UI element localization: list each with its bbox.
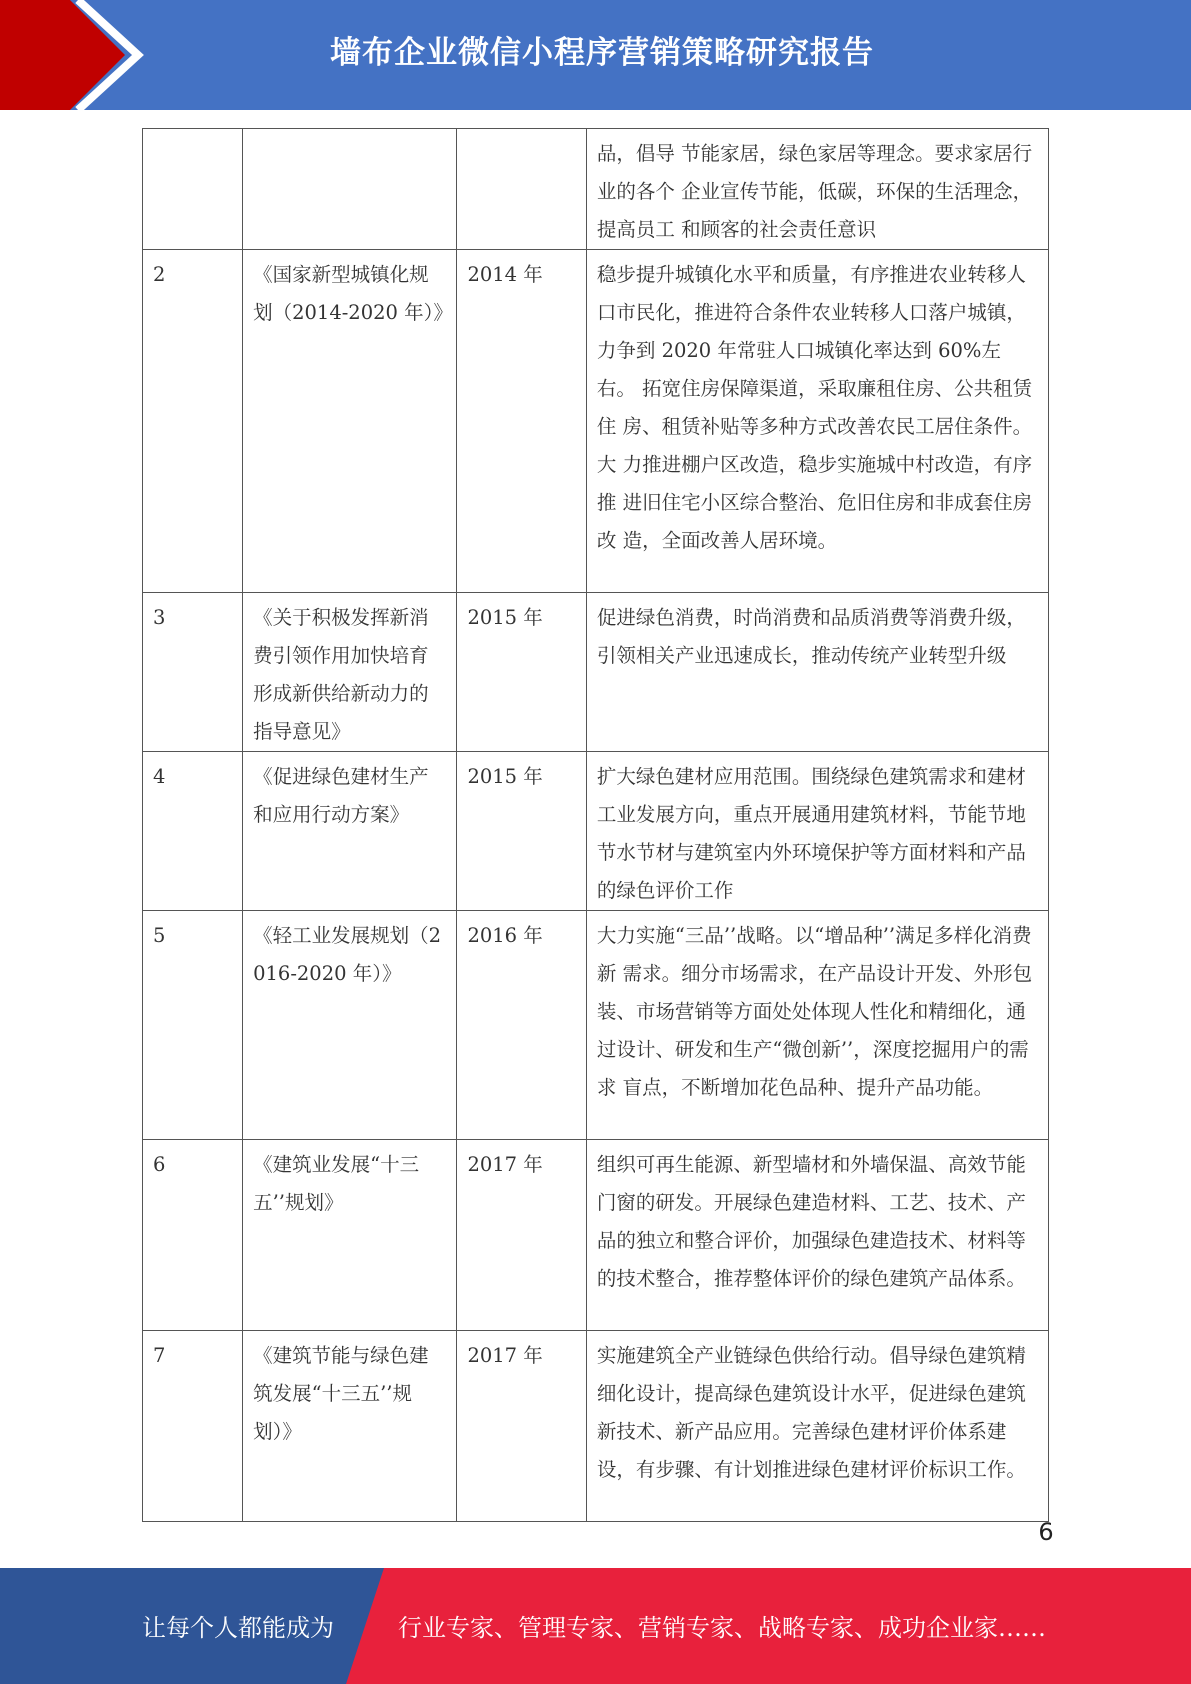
policy-name: 《国家新型城镇化规划（2014-2020 年）》 [243,250,457,593]
page-header [0,0,1191,110]
policy-year [457,129,586,250]
policy-content: 组织可再生能源、新型墙材和外墙保温、高效节能 门窗的研发。开展绿色建造材料、工艺、技术、产 品的独立和整合评价，加强绿色建造技术、材料等 的技术整合，推荐整体评价的绿色建筑产品体系。 [586,1140,1048,1331]
policy-name [243,129,457,250]
report-title: 墙布企业微信小程序营销策略研究报告 [330,35,874,71]
row-number: 3 [143,593,243,752]
policy-content: 稳步提升城镇化水平和质量，有序推进农业转移人 口市民化，推进符合条件农业转移人口落户城镇， 力争到 2020 年常驻人口城镇化率达到 60%左右。 拓宽住房保障渠道，采取廉租住房、公共租赁住 房、租赁补贴等多种方式改善农民工居住条件。大 力推进棚户区改造，稳步实施城中村改造，有序推 进旧住宅小区综合整治、危旧住房和非成套住房改 造，全面改善人居环境。 [586,250,1048,593]
table-row [143,1140,1049,1331]
policy-year: 2015 年 [457,752,586,911]
table-row [143,250,1049,593]
policy-name: 《轻工业发展规划（2016-2020 年）》 [243,911,457,1140]
row-number: 2 [143,250,243,593]
table-row [143,129,1049,250]
policy-year: 2014 年 [457,250,586,593]
table-row [143,752,1049,911]
policy-name: 《建筑节能与绿色建筑发展“十三五’’规 划）》 [243,1331,457,1522]
policy-year: 2017 年 [457,1331,586,1522]
policy-content: 大力实施“三品’’战略。以“增品种’’满足多样化消费新 需求。细分市场需求，在产品设计开发、外形包 装、市场营销等方面处处体现人性化和精细化，通 过设计、研发和生产“微创新’’，深度挖掘用户的需求 盲点，不断增加花色品种、提升产品功能。 [586,911,1048,1140]
row-number: 7 [143,1331,243,1522]
page-footer [0,1568,1191,1684]
policy-year: 2016 年 [457,911,586,1140]
row-number: 5 [143,911,243,1140]
row-number: 4 [143,752,243,911]
policy-year: 2017 年 [457,1140,586,1331]
table-row [143,911,1049,1140]
policy-name: 《关于积极发挥新消费引领作用加快培育形成新供给新动力的指导意见》 [243,593,457,752]
policy-table [142,128,1049,1522]
table-row [143,593,1049,752]
footer-slogan-left: 让每个人都能成为 [142,1614,334,1642]
footer-slogan-right: 行业专家、管理专家、营销专家、战略专家、成功企业家…… [398,1614,1046,1642]
policy-content: 促进绿色消费，时尚消费和品质消费等消费升级， 引领相关产业迅速成长，推动传统产业转型升级 [586,593,1048,752]
table-row [143,1331,1049,1522]
page-number: 6 [1038,1518,1054,1546]
policy-name: 《促进绿色建材生产和应用行动方案》 [243,752,457,911]
row-number: 6 [143,1140,243,1331]
policy-name: 《建筑业发展“十三五’’规划》 [243,1140,457,1331]
policy-content: 实施建筑全产业链绿色供给行动。倡导绿色建筑精 细化设计，提高绿色建筑设计水平，促进绿色建筑 新技术、新产品应用。完善绿色建材评价体系建 设，有步骤、有计划推进绿色建材评价标识工作。 [586,1331,1048,1522]
row-number [143,129,243,250]
policy-content: 扩大绿色建材应用范围。围绕绿色建筑需求和建材 工业发展方向，重点开展通用建筑材料，节能节地 节水节材与建筑室内外环境保护等方面材料和产品 的绿色评价工作 [586,752,1048,911]
policy-year: 2015 年 [457,593,586,752]
policy-content: 品，倡导 节能家居，绿色家居等理念。要求家居行业的各个 企业宣传节能，低碳，环保的生活理念，提高员工 和顾客的社会责任意识 [586,129,1048,250]
